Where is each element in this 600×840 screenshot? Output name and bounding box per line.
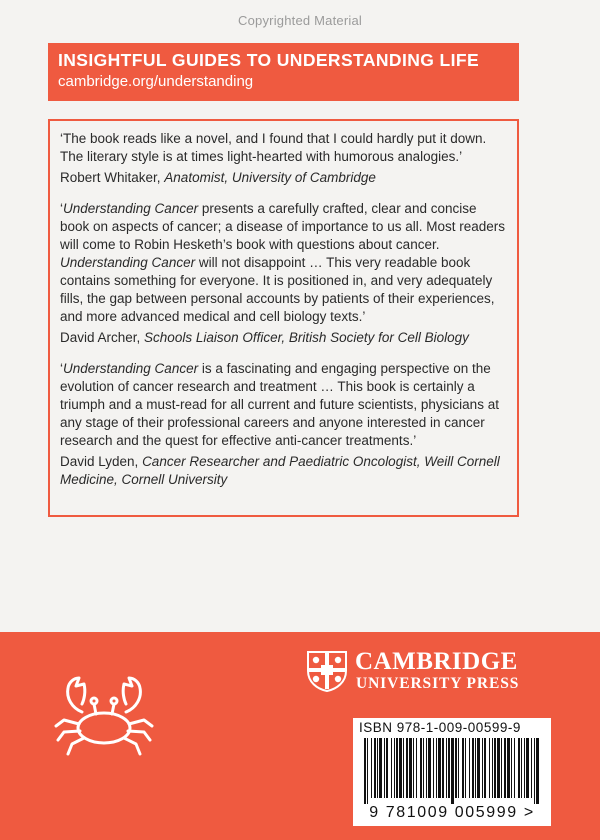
endorsements-box — [48, 119, 519, 517]
barcode-bar — [374, 738, 376, 798]
publisher-panel — [0, 632, 600, 840]
endorsement-quote — [60, 360, 507, 450]
barcode-bar — [507, 738, 510, 798]
attribution-text: Robert Whitaker, — [60, 170, 165, 185]
barcode-bar — [484, 738, 486, 798]
barcode-bar — [442, 738, 444, 798]
endorsement-attribution — [60, 169, 507, 187]
series-title: INSIGHTFUL GUIDES TO UNDERSTANDING LIFE — [58, 50, 480, 70]
barcode-bar — [396, 738, 398, 798]
barcode-bar — [472, 738, 474, 798]
barcode-bar — [377, 738, 378, 798]
barcode-bar — [394, 738, 395, 798]
barcode-bar — [521, 738, 522, 798]
attribution-text: Schools Liaison Officer, British Society for Cell Biology — [144, 330, 469, 345]
barcode-bar — [531, 738, 532, 798]
barcode-bar — [526, 738, 529, 798]
barcode-bar — [367, 738, 368, 804]
quote-text: ‘ — [60, 201, 63, 216]
barcode-bar — [448, 738, 450, 798]
quote-text: presents a carefully crafted, clear and concise book on aspects of cancer; a disease of importance to us all. Most readers will come to Robin Hesketh’s book with questions about cancer. — [60, 201, 505, 252]
barcode-bar — [436, 738, 437, 798]
barcode-bar — [534, 738, 535, 804]
isbn-digits: 9 781009 005999 > — [369, 804, 535, 821]
cambridge-logo — [305, 649, 535, 694]
barcode-bar — [391, 738, 392, 798]
barcode-bar — [406, 738, 408, 798]
barcode-bar — [518, 738, 520, 798]
quote-text: ‘The book reads like a novel, and I found that I could hardly put it down. The literary style is at times light-hearted with humorous analogies.’ — [60, 131, 487, 164]
barcode-bar — [364, 738, 366, 804]
barcode-bar — [451, 738, 454, 804]
barcode-bar — [371, 738, 372, 798]
barcode-bar — [416, 738, 417, 798]
quote-text: will not disappoint … This very readable book contains something for everyone. It is positioned in, and very adequately fills, the gap between personal accounts by patients of their experiences, and more advanced medical and cell biology texts.’ — [60, 255, 495, 324]
quote-text: Understanding Cancer — [63, 361, 199, 376]
barcode-bar — [458, 738, 459, 798]
barcode-bar — [433, 738, 434, 798]
barcode-bar — [438, 738, 441, 798]
endorsement-quote — [60, 130, 507, 166]
barcode-bar — [386, 738, 388, 798]
barcode-bar — [475, 738, 476, 798]
barcode-bar — [423, 738, 424, 798]
barcode-bar — [455, 738, 457, 798]
copyright-watermark: Copyrighted Material — [238, 13, 362, 28]
series-url[interactable]: cambridge.org/understanding — [58, 73, 254, 90]
quote-text: Understanding Cancer — [60, 255, 196, 270]
barcode-bar — [403, 738, 404, 798]
barcode-bar — [420, 738, 422, 798]
barcode-bar — [482, 738, 483, 798]
barcode-bar — [497, 738, 500, 798]
isbn-label: ISBN 978-1-009-00599-9 — [359, 720, 521, 735]
barcode-bar — [426, 738, 427, 798]
barcode-bar — [492, 738, 493, 798]
isbn-barcode — [353, 718, 551, 826]
barcode-bar — [413, 738, 414, 798]
attribution-text: Anatomist, University of Cambridge — [164, 170, 376, 185]
barcode-bar — [536, 738, 539, 804]
attribution-text: David Archer, — [60, 330, 145, 345]
attribution-text: Cancer Researcher and Paediatric Oncologist, Weill Cornell Medicine, Cornell University — [60, 454, 500, 487]
barcode-bar — [379, 738, 382, 798]
barcode-bar — [514, 738, 515, 798]
barcode-bar — [428, 738, 431, 798]
university-shield-icon — [305, 649, 349, 693]
barcode-bar — [504, 738, 506, 798]
barcode-bar — [489, 738, 490, 798]
barcode-bar — [465, 738, 466, 798]
crab-icon — [52, 668, 156, 764]
endorsement-attribution — [60, 329, 507, 347]
quote-text: ‘ — [60, 361, 63, 376]
barcode-bar — [462, 738, 464, 798]
publisher-subtitle: UNIVERSITY PRESS — [356, 675, 520, 692]
barcode-bar — [494, 738, 496, 798]
barcode-bar — [446, 738, 447, 798]
barcode-bars — [358, 738, 544, 804]
publisher-name: CAMBRIDGE — [355, 648, 518, 675]
endorsement-attribution — [60, 453, 507, 489]
barcode-bar — [511, 738, 512, 798]
series-banner — [48, 43, 519, 101]
barcode-bar — [524, 738, 525, 798]
barcode-bar — [409, 738, 412, 798]
barcode-bar — [501, 738, 502, 798]
endorsement-quote — [60, 200, 507, 326]
attribution-text: David Lyden, — [60, 454, 143, 469]
barcode-bar — [469, 738, 470, 798]
quote-text: Understanding Cancer — [63, 201, 199, 216]
barcode-bar — [384, 738, 385, 798]
quote-text: is a fascinating and engaging perspective on the evolution of cancer research and treatment … This book is certainly a triumph and a must-read for all current and future scientists, physicians at any stage of their professional careers and anyone interested in cancer research and the quest for effective anti-cancer treatments.’ — [60, 361, 499, 448]
barcode-bar — [477, 738, 480, 798]
barcode-bar — [399, 738, 402, 798]
